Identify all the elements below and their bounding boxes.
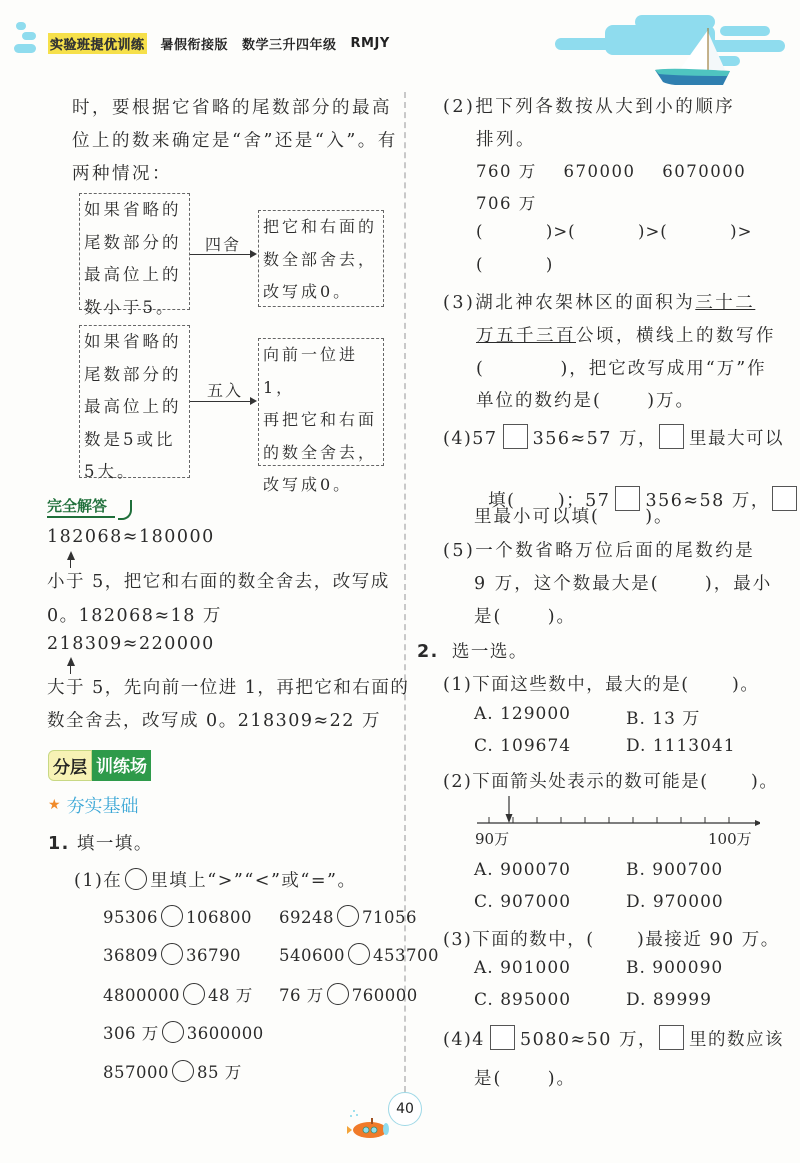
question-1-heading [48, 830, 153, 855]
compare-right: 36790 [186, 946, 241, 965]
circle-blank [125, 868, 147, 890]
subsection-label: 夯实基础 [66, 796, 139, 817]
intro-line: 位上的数来确定是“舍”还是“入”。有 [72, 131, 398, 151]
text: (4)57 [443, 429, 498, 449]
compare-circle-input[interactable] [327, 983, 349, 1005]
q1-part3-line [443, 289, 755, 314]
compare-row [103, 982, 418, 1006]
options-row [474, 704, 778, 729]
text: (3)湖北神农架林区的面积为 [443, 293, 696, 313]
compare-circle-input[interactable] [348, 943, 370, 965]
intro-paragraph [72, 92, 402, 191]
box-line: 数是5或比 [84, 429, 176, 449]
numberline-start-label: 90万 [475, 830, 510, 848]
question-number: 2. [417, 642, 439, 662]
question-2-heading [417, 638, 528, 663]
up-arrow-stem [70, 664, 71, 674]
compare-left: 95306 [103, 908, 158, 927]
q2-part4-line[interactable]: 是( )。 [474, 1069, 577, 1089]
answer-explain-1: 小于 5，把它和右面的数全舍去，改写成 [47, 572, 390, 592]
up-arrow-stem [70, 558, 71, 568]
compare-right: 71056 [362, 908, 417, 927]
compare-left: 76 万 [279, 986, 324, 1005]
q1-part3-line[interactable]: ( )，把它改写成用“万”作 [476, 359, 767, 379]
column-divider [404, 92, 406, 1092]
box-symbol [659, 424, 684, 449]
number-item: 706 万 [476, 194, 537, 213]
rule2-condition-box [79, 325, 190, 481]
question-title: 填一填。 [76, 834, 153, 854]
compare-row [103, 943, 439, 965]
option-d[interactable]: D. 970000 [626, 892, 724, 912]
q1-part3-line [476, 322, 776, 347]
rule1-result-box [258, 210, 384, 307]
numberline-end-label: 100万 [708, 830, 752, 848]
brand-label: 实验班提优训练 [48, 33, 147, 54]
options-row [474, 958, 778, 978]
text: 里最大可以 [688, 429, 784, 449]
options-row [474, 990, 778, 1010]
options-row [474, 736, 778, 756]
sailboat-icon [555, 10, 800, 85]
option-c[interactable]: C. 109674 [474, 736, 572, 756]
text: 公顷，横线上的数写作 [576, 326, 776, 346]
option-b[interactable]: B. 900700 [626, 860, 724, 880]
box-line: 把它和右面的 [263, 217, 378, 236]
box-line: 如果省略的 [84, 332, 182, 351]
arrow-line [190, 401, 250, 402]
option-a[interactable]: A. 900070 [474, 860, 571, 880]
heading-curve-decoration [118, 500, 132, 520]
answer-explain-2: 大于 5，先向前一位进 1，再把它和右面的 [47, 678, 410, 698]
answer-heading: 完全解答 [47, 495, 115, 518]
digit-box-input[interactable] [503, 424, 528, 449]
q1-part2-line: (2)把下列各数按从大到小的顺序 [443, 97, 736, 117]
down-arrow-icon [504, 796, 514, 824]
up-arrow-icon [67, 657, 75, 666]
box-line: 最高位上的 [84, 265, 182, 284]
compare-right: 85 万 [197, 1063, 242, 1082]
box-line: 尾数部分的 [84, 232, 182, 252]
arrow-right-icon [250, 397, 257, 405]
up-arrow-icon [67, 551, 75, 560]
intro-line: 时，要根据它省略的尾数部分的最高 [72, 98, 392, 118]
compare-left: 857000 [103, 1063, 169, 1082]
text: 356≈58 万， [645, 491, 770, 511]
compare-circle-input[interactable] [161, 943, 183, 965]
compare-left: 36809 [103, 946, 158, 965]
option-b[interactable]: B. 13 万 [626, 709, 701, 729]
rule2-result-box [258, 338, 384, 494]
star-icon: ★ [48, 797, 61, 813]
answer-explain-1: 0。182068≈18 万 [47, 606, 222, 626]
option-d[interactable]: D. 89999 [626, 990, 712, 1010]
options-row [474, 892, 778, 912]
compare-circle-input[interactable] [183, 983, 205, 1005]
box-line: 如果省略的 [84, 200, 182, 219]
compare-right: 3600000 [186, 1024, 264, 1043]
arrow-right-icon [250, 250, 257, 258]
options-row [474, 860, 778, 880]
round-down-label: 四舍 [205, 235, 242, 254]
box-line: 再把它和右面 [263, 410, 378, 429]
answer-equation-2: 218309≈220000 [47, 634, 215, 654]
q2-part3-question: (3)下面的数中，( )最接近 90 万。 [443, 930, 780, 950]
box-line: 向前一位进1， [263, 345, 359, 397]
compare-circle-input[interactable] [172, 1060, 194, 1082]
box-line: 数全部舍去， [263, 249, 378, 269]
number-item: 6070000 [662, 162, 747, 181]
subsection-heading [48, 792, 139, 818]
section-badge-part1: 分层 [48, 750, 92, 781]
compare-row [103, 1059, 242, 1083]
underlined-text: 三十二 [695, 293, 756, 313]
compare-circle-input[interactable] [161, 905, 183, 927]
compare-right: 453700 [373, 946, 439, 965]
box-symbol [772, 486, 797, 511]
option-d[interactable]: D. 1113041 [626, 736, 736, 756]
q1-part5-line: (5)一个数省略万位后面的尾数约是 [443, 541, 756, 561]
order-answer-blank[interactable]: ( )>( )>( )> [476, 222, 753, 241]
q2-part4-line [443, 1025, 784, 1051]
compare-circle-input[interactable] [162, 1021, 184, 1043]
number-item: 760 万 [476, 162, 537, 181]
question-number: 1. [48, 834, 70, 854]
compare-right: 106800 [186, 908, 252, 927]
box-line: 的数全舍去， [263, 442, 378, 462]
q1-part3-line[interactable]: 单位的数约是( )万。 [476, 391, 696, 411]
box-line: 改写成0。 [263, 282, 353, 301]
compare-circle-input[interactable] [337, 905, 359, 927]
digit-box-input[interactable] [490, 1025, 515, 1050]
q1-part5-line[interactable]: 是( )。 [474, 607, 577, 627]
box-line: 改写成0。 [263, 475, 353, 494]
box-line: 尾数部分的 [84, 364, 182, 384]
compare-left: 4800000 [103, 986, 180, 1005]
subject-label: 数学三升四年级 [242, 38, 337, 53]
compare-left: 540600 [279, 946, 345, 965]
q1-part4-line[interactable]: 里最小可以填( )。 [474, 507, 674, 527]
box-symbol [659, 1025, 684, 1050]
page-number: 40 [388, 1092, 422, 1126]
section-badge-part2: 训练场 [92, 750, 151, 781]
option-c[interactable]: C. 895000 [474, 990, 572, 1010]
option-a[interactable]: A. 129000 [474, 704, 571, 724]
section-badge [48, 750, 151, 781]
option-c[interactable]: C. 907000 [474, 892, 572, 912]
text: 里的数应该 [688, 1030, 784, 1050]
edition-label: 暑假衔接版 [160, 38, 229, 53]
text: 5080≈50 万， [519, 1030, 657, 1050]
round-up-label: 五入 [207, 381, 244, 400]
arrow-line [190, 254, 250, 255]
underlined-text: 万五千三百 [476, 326, 576, 346]
compare-row [103, 905, 417, 927]
text: 356≈57 万， [532, 429, 657, 449]
text: (1)在 [74, 871, 123, 891]
q1-part4-line [443, 424, 784, 450]
q1-part5-line[interactable]: 9 万，这个数最大是( )，最小 [474, 574, 773, 594]
q1-part1-instruction [74, 867, 356, 892]
header-title [48, 33, 390, 54]
q2-part1-question: (1)下面这些数中，最大的是( )。 [443, 675, 760, 695]
box-line: 5大。 [84, 462, 137, 481]
compare-left: 306 万 [103, 1024, 159, 1043]
compare-right: 760000 [351, 986, 418, 1005]
intro-line: 两种情况： [72, 164, 172, 184]
text: 里填上“>”“<”或“=”。 [150, 871, 357, 891]
option-b[interactable]: B. 900090 [626, 958, 724, 978]
version-label: RMJY [350, 36, 390, 51]
rule1-condition-box [79, 193, 190, 317]
order-answer-blank[interactable]: ( ) [476, 255, 554, 274]
number-item: 670000 [563, 162, 636, 181]
box-line: 最高位上的 [84, 397, 182, 416]
text[interactable]: 填( )；57 [488, 491, 611, 511]
numbers-to-order [476, 158, 746, 182]
box-line: 数小于5。 [84, 297, 176, 317]
q2-part2-question: (2)下面箭头处表示的数可能是( )。 [443, 772, 779, 792]
compare-right: 48 万 [208, 986, 253, 1005]
question-title: 选一选。 [451, 642, 528, 662]
compare-left: 69248 [279, 908, 334, 927]
compare-row [103, 1020, 264, 1044]
text: (4)4 [443, 1030, 485, 1050]
option-a[interactable]: A. 901000 [474, 958, 571, 978]
cloud-decoration-icon [8, 22, 36, 58]
answer-equation-1: 182068≈180000 [47, 527, 215, 547]
q1-part2-line: 排列。 [476, 130, 536, 150]
answer-explain-2: 数全舍去，改写成 0。218309≈22 万 [47, 711, 381, 731]
